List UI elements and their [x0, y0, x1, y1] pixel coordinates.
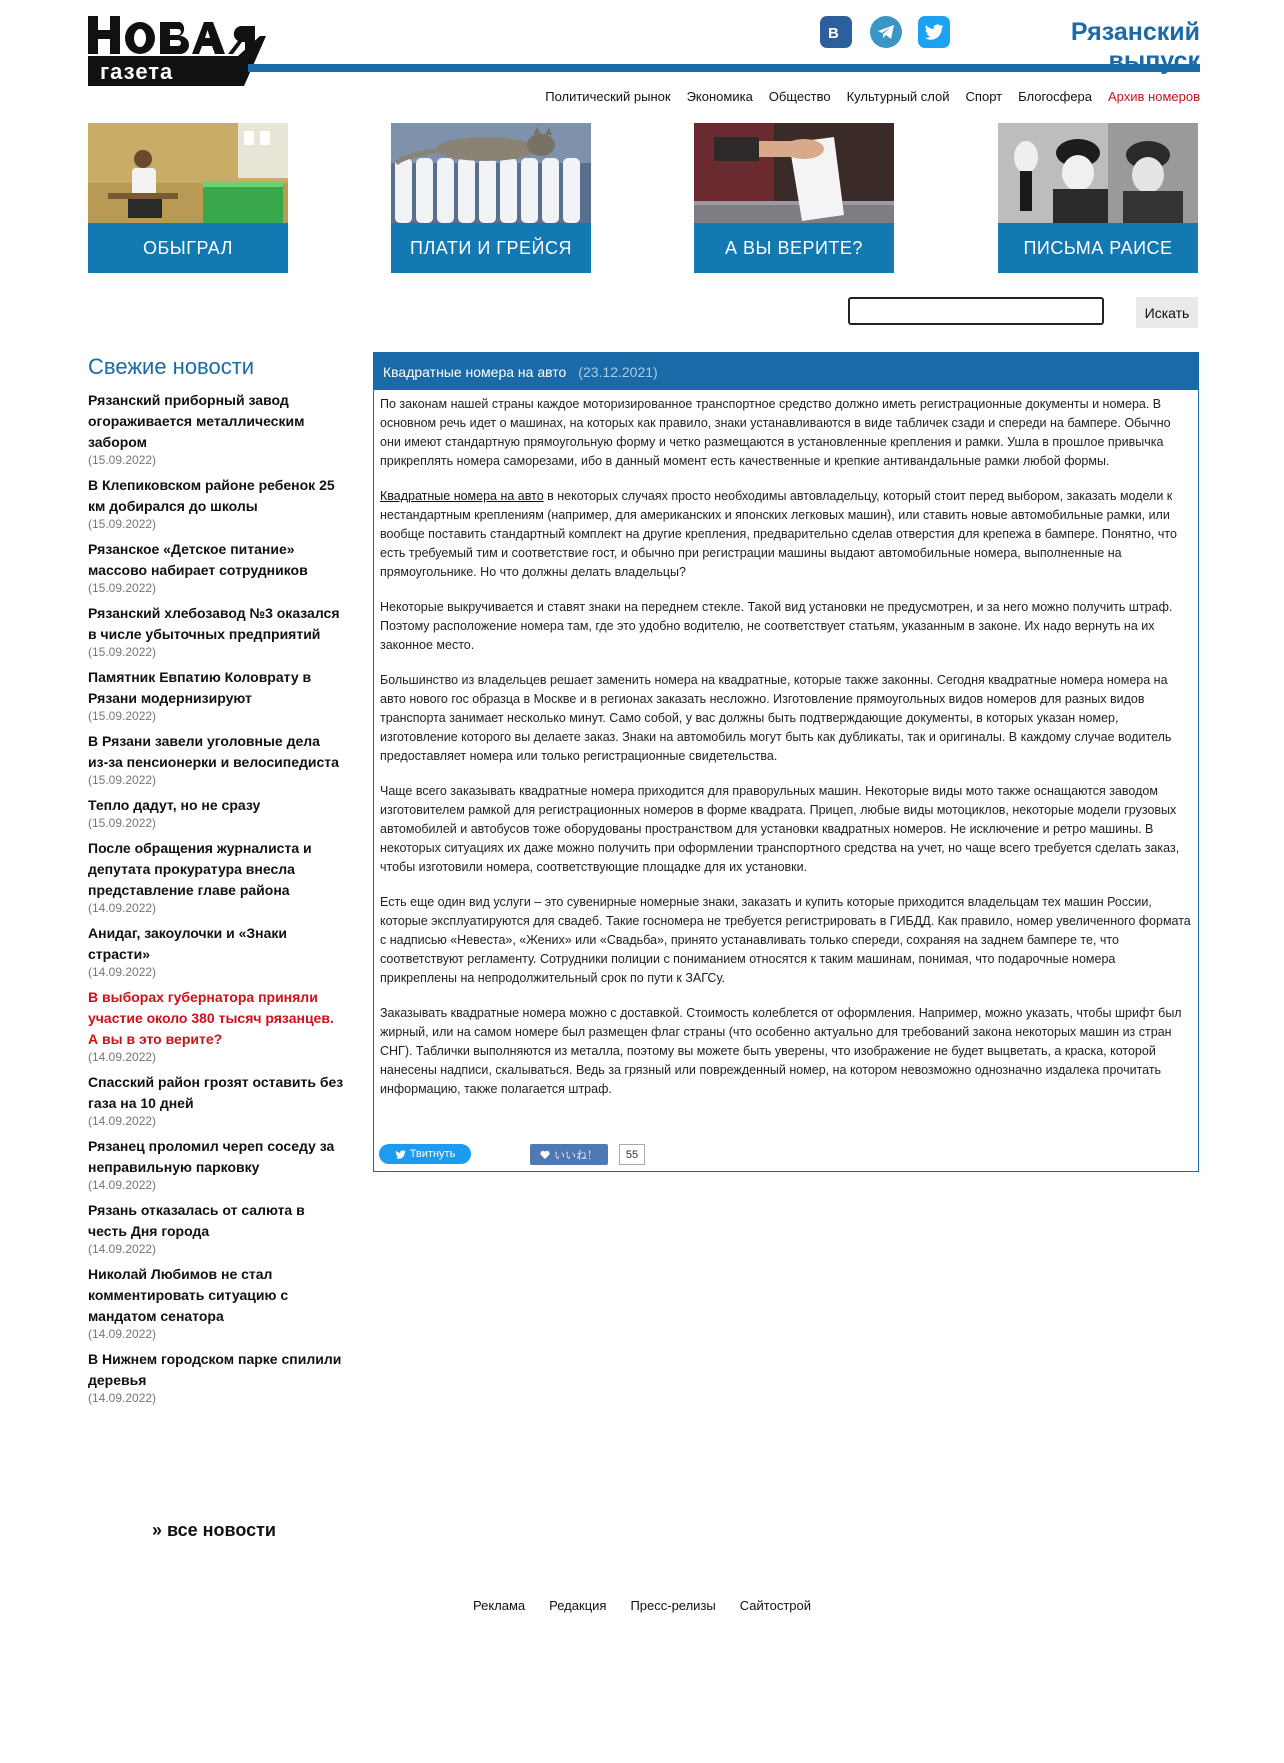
nav-item-economy[interactable]: Экономика	[686, 89, 753, 104]
news-item-date: (15.09.2022)	[88, 517, 157, 531]
news-item	[88, 603, 344, 659]
news-item	[88, 923, 344, 979]
news-item-date: (15.09.2022)	[88, 773, 157, 787]
twitter-bird-icon	[395, 1150, 406, 1159]
news-item-link[interactable]: После обращения журналиста и депутата прокуратура внесла представление главе района	[88, 840, 312, 898]
article-paragraph: Есть еще один вид услуги – это сувенирные номерные знаки, заказать и купить которые приходится владельцам тех машин России, которые эксплуатируются для свадеб. Такие госномера не требуется регистрировать в ГИБДД. Как правило, номер увеличенного формата с надписью «Невеста», «Жених» или «Свадьба», принято устанавливать только спереди, сохраняя на заднем бампере те, что соответствуют регламенту. Сотрудники полиции с пониманием относятся к таким машинам, понимая, что подарочные номера прикреплены на непродолжительный срок по пути к ЗАГСу.	[380, 895, 1191, 985]
news-item-link[interactable]: Рязанский хлебозавод №3 оказался в числе убыточных предприятий	[88, 605, 340, 642]
all-news-link[interactable]: » все новости	[152, 1520, 276, 1540]
promo-tile-2[interactable]	[391, 123, 591, 273]
news-item	[88, 1349, 344, 1405]
heart-icon	[540, 1150, 550, 1159]
tweet-label: Твитнуть	[409, 1148, 456, 1160]
news-item-date: (15.09.2022)	[88, 645, 157, 659]
footer-link-press-releases[interactable]: Пресс-релизы	[630, 1598, 716, 1613]
promo-image-cat-radiator	[391, 123, 591, 223]
news-item	[88, 731, 344, 787]
news-item-date: (15.09.2022)	[88, 709, 157, 723]
article-date: (23.12.2021)	[578, 363, 658, 380]
article-header	[374, 353, 1198, 390]
news-item-date: (14.09.2022)	[88, 1050, 157, 1064]
news-item	[88, 539, 344, 595]
news-item-link[interactable]: Рязанец проломил череп соседу за неправильную парковку	[88, 1138, 335, 1175]
edition-title[interactable]: Рязанский выпуск	[1070, 18, 1200, 75]
article-title: Квадратные номера на авто	[383, 363, 567, 380]
svg-text:газета: газета	[100, 59, 174, 84]
article-paragraph: Чаще всего заказывать квадратные номера приходится для праворульных машин. Некоторые виды мото также оснащаются заводом изготовителем рамкой для регистрационных номеров в форме квадрата. Прицеп, любые виды мотоциклов, некоторые модели грузовых автомобилей и автобусов тоже оборудованы пространством для установки квадратных номеров. Не исключение и ретро машины. В некоторых ситуациях их даже можно получить при оформлении транспортного средства на учет, но чаще всего требуется сделать заказ, чтобы изготовили номера, соответствующие площадке для их установки.	[380, 784, 1180, 874]
nav-item-politics[interactable]: Политический рынок	[545, 89, 671, 104]
news-item-link[interactable]: Рязань отказалась от салюта в честь Дня города	[88, 1202, 305, 1239]
news-item-date: (14.09.2022)	[88, 1391, 157, 1405]
news-item-link[interactable]: Памятник Евпатию Коловрату в Рязани модернизируют	[88, 669, 312, 706]
footer-link-advertising[interactable]: Реклама	[472, 1598, 526, 1613]
news-item-link[interactable]: Спасский район грозят оставить без газа на 10 дней	[88, 1074, 344, 1111]
fresh-news-sidebar	[88, 354, 344, 1413]
like-label: いいね！	[554, 1149, 598, 1162]
news-item-highlighted	[88, 987, 344, 1064]
news-item	[88, 838, 344, 915]
news-item-date: (14.09.2022)	[88, 1178, 157, 1192]
news-item-link[interactable]: Николай Любимов не стал комментировать ситуацию с мандатом сенатора	[88, 1266, 289, 1324]
article-paragraph: Большинство из владельцев решает заменить номера на квадратные, которые также законны. Сегодня квадратные номера номера на авто нового гос образца в Москве и в регионах заказать несложно. Изготовление прямоугольных видов номеров для разных видов транспорта занимает несколько минут. Само собой, у вас должны быть подтверждающие документы, в которых указан номер, изготовление которого вы делаете заказ. Знаки на автомобиль могут быть как дубликаты, так и оригиналы. В каждому случае водитель предоставляет номера или только регистрационные свидетельства.	[380, 673, 1172, 763]
news-item-date: (14.09.2022)	[88, 901, 157, 915]
news-item-link[interactable]: Тепло дадут, но не сразу	[88, 797, 261, 813]
promo-label: А ВЫ ВЕРИТЕ?	[694, 223, 894, 273]
promo-label: ПЛАТИ И ГРЕЙСЯ	[391, 223, 591, 273]
news-item	[88, 667, 344, 723]
telegram-icon[interactable]	[870, 16, 902, 48]
nav-item-archive[interactable]: Архив номеров	[1108, 89, 1200, 104]
nav-item-culture[interactable]: Культурный слой	[846, 89, 950, 104]
article-body	[374, 390, 1198, 1099]
promo-tile-3[interactable]	[694, 123, 894, 273]
article-inline-link[interactable]: Квадратные номера на авто	[380, 489, 544, 503]
footer-link-sitebuilder[interactable]: Сайтострой	[739, 1598, 811, 1613]
like-count: 55	[619, 1144, 645, 1165]
footer	[0, 1598, 1284, 1613]
news-item	[88, 475, 344, 531]
newspaper-logo-icon	[88, 14, 280, 88]
promo-image-man-seated	[88, 123, 288, 223]
news-item	[88, 795, 344, 830]
news-item-link[interactable]: Рязанское «Детское питание» массово набирает сотрудников	[88, 541, 308, 578]
news-item-date: (15.09.2022)	[88, 453, 157, 467]
article-paragraph: По законам нашей страны каждое моторизированное транспортное средство должно иметь регистрационные документы и номера. В основном речь идет о машинах, на которых как правило, знаки устанавливаются в виде табличек сзади и спереди на бампере. Обычно они имеют стандартную прямоугольную форму и четко размещаются в установленные крепления и рамки. Ушла в прошлое привычка прикреплять номера саморезами, ибо в данный момент есть качественные и крепкие антивандальные рамки любой формы.	[380, 397, 1171, 468]
news-item	[88, 1136, 344, 1192]
news-item-date: (14.09.2022)	[88, 965, 157, 979]
article-panel	[373, 352, 1199, 1172]
site-logo[interactable]	[88, 14, 280, 88]
news-item-link[interactable]: В Нижнем городском парке спилили деревья	[88, 1351, 342, 1388]
news-item-link[interactable]: Рязанский приборный завод огораживается металлическим забором	[88, 392, 305, 450]
news-item-link[interactable]: В Клепиковском районе ребенок 25 км добирался до школы	[88, 477, 335, 514]
article-paragraph: Некоторые выкручивается и ставят знаки на переднем стекле. Такой вид установки не предусмотрен, и за него можно получить штраф. Поэтому расположение номера там, где это удобно водителю, не соответствует статьям, указанным в законе. Их надо вернуть на их законное место.	[380, 600, 1173, 652]
news-item-link[interactable]: Анидаг, закоулочки и «Знаки страсти»	[88, 925, 288, 962]
promo-label: ОБЫГРАЛ	[88, 223, 288, 273]
footer-link-editorial[interactable]: Редакция	[549, 1598, 607, 1613]
news-item	[88, 1264, 344, 1341]
promo-label: ПИСЬМА РАИСЕ	[998, 223, 1198, 273]
promo-image-people-waving	[998, 123, 1198, 223]
article-paragraph-text: в некоторых случаях просто необходимы автовладельцу, который стоит перед выбором, заказать модели к нестандартным креплениям (например, для американских и японских легковых машин), или ставить новые автомобильные рамки, или вообще поставить стандартный комплект на другие крепления, предварительно сделав отверстия для крепежа в бампере. Понятно, что есть требуемый тим и соответствие гост, и обычно при регистрации машины выдают автомобильные номера, выполненные на прямоугольнике. Но что должны делать владельцы?	[380, 489, 1177, 579]
search-input[interactable]	[848, 297, 1104, 325]
top-nav	[545, 89, 1200, 104]
like-button[interactable]	[530, 1144, 608, 1165]
news-item-link[interactable]: В Рязани завели уголовные дела из-за пенсионерки и велосипедиста	[88, 733, 339, 770]
news-item-date: (15.09.2022)	[88, 581, 157, 595]
promo-image-ballot-box	[694, 123, 894, 223]
news-item	[88, 390, 344, 467]
twitter-icon[interactable]	[918, 16, 950, 48]
sidebar-title: Свежие новости	[88, 354, 255, 379]
news-item-date: (14.09.2022)	[88, 1114, 157, 1128]
news-item-date: (15.09.2022)	[88, 816, 157, 830]
nav-item-society[interactable]: Общество	[768, 89, 831, 104]
article-paragraph: Заказывать квадратные номера можно с доставкой. Стоимость колеблется от оформления. Например, можно указать, чтобы шрифт был жирный, или на самом номере был размещен флаг страны (что особенно актуально для требований закона некоторых машин из стран СНГ). Таблички выполняются из металла, поэтому вы можете быть уверены, что изображение не будет выцветать, а краска, которой нанесены надписи, скалываться. Ведь за грязный или поврежденный номер, на котором невозможно однозначно издалека прочитать информацию, также полагается штраф.	[380, 1006, 1182, 1096]
news-item	[88, 1072, 344, 1128]
article-paragraph	[380, 487, 1192, 582]
tweet-button[interactable]	[379, 1144, 471, 1164]
vk-icon[interactable]	[820, 16, 852, 48]
news-item-date: (14.09.2022)	[88, 1327, 157, 1341]
svg-text:B: B	[828, 25, 839, 39]
promo-tile-4[interactable]	[998, 123, 1198, 273]
search-button[interactable]: Искать	[1136, 297, 1198, 328]
news-item	[88, 1200, 344, 1256]
news-item-link[interactable]: В выборах губернатора приняли участие около 380 тысяч рязанцев. А вы в это верите?	[88, 989, 334, 1047]
nav-item-sport[interactable]: Спорт	[965, 89, 1003, 104]
news-item-date: (14.09.2022)	[88, 1242, 157, 1256]
promo-tile-1[interactable]	[88, 123, 288, 273]
nav-item-blogs[interactable]: Блогосфера	[1018, 89, 1093, 104]
